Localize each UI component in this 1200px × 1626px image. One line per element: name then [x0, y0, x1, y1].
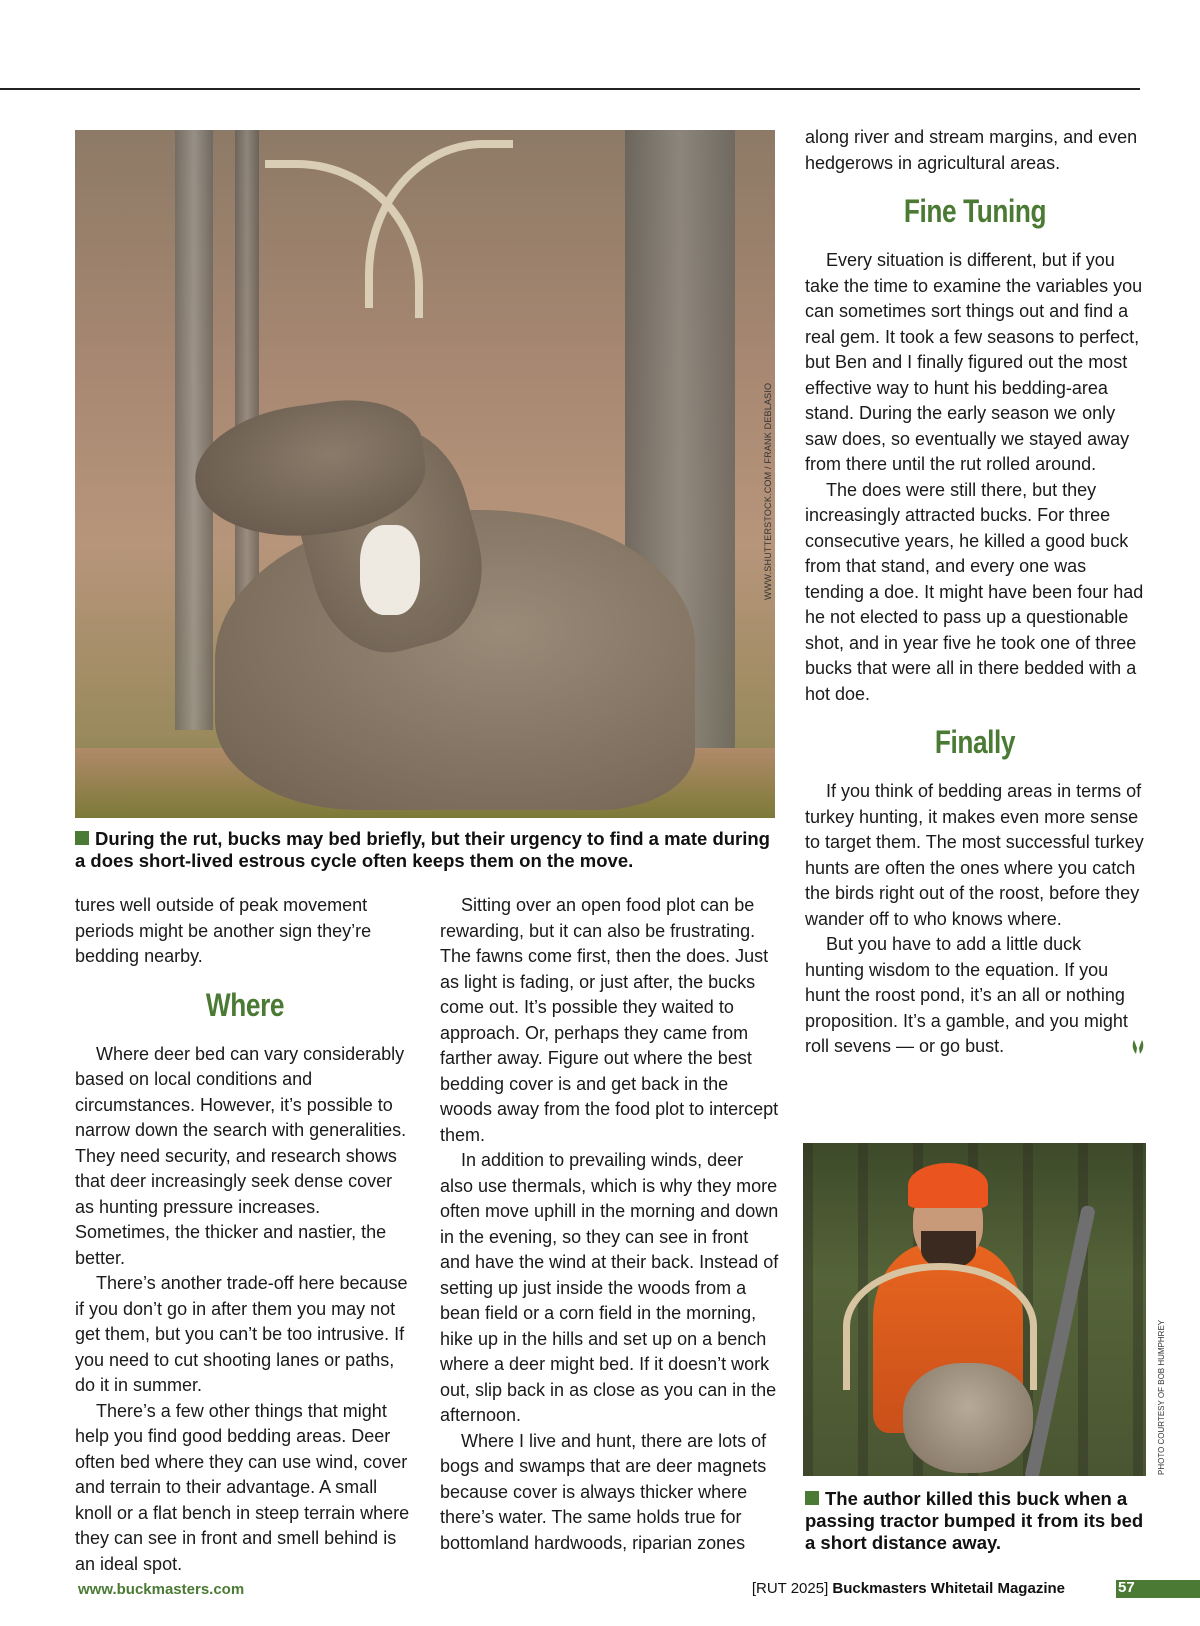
paragraph: In addition to prevailing winds, deer also use thermals, which is why they more often move uphill in the morning and down in the evening, so they can see in front and have the wind at their back. Instead of setting up just inside the woods from a bean field or a corn field in the morning, hike up in the hills and set up on a bench where a deer might bed. If it doesn’t work out, slip back in as close as you can in the afternoon.: [440, 1150, 779, 1425]
caption-square-icon: [805, 1491, 819, 1505]
deer-throat-patch: [360, 525, 420, 615]
magazine-title: Buckmasters Whitetail Magazine: [832, 1580, 1065, 1597]
photo2-caption: [805, 1488, 1150, 1554]
deer-head: [903, 1363, 1033, 1473]
paragraph: Every situation is different, but if you take the time to examine the variables you can sometimes sort things out and find a real gem. It took a few seasons to perfect, but Ben and I finally figured out the most effective way to hunt his bedding-area stand. During the early season we only saw does, so eventually we stayed away from there until the rut rolled around.: [805, 250, 1143, 474]
antler: [365, 140, 513, 308]
end-mark-track-icon: [1131, 1039, 1145, 1055]
paragraph: The does were still there, but they increasingly attracted bucks. For three consecutive years, he killed a good buck from that stand, and every one was tending a doe. It might have been four had he not elected to pass up a questionable shot, and in year five he took one of three bucks that were all in there bedded with a hot doe.: [805, 479, 1144, 704]
caption-square-icon: [75, 831, 89, 845]
caption-text: The author killed this buck when a passing tractor bumped it from its bed a short distance away.: [805, 1488, 1144, 1553]
author-with-buck-photo: [803, 1143, 1146, 1476]
paragraph: There’s a few other things that might help you find good bedding areas. Deer often bed where they can use wind, cover and terrain to their advantage. A small knoll or a flat bench in steep terrain where they can see in front and smell behind is an ideal spot.: [75, 1400, 410, 1574]
tree-trunk: [235, 130, 259, 650]
paragraph: If you think of bedding areas in terms of turkey hunting, it makes even more sense to target them. The most successful turkey hunts are often the ones where you catch the birds right out of the roost, before they wander off to who knows where.: [805, 781, 1144, 929]
caption-text: During the rut, bucks may bed briefly, but their urgency to find a mate during a does short-lived estrous cycle often keeps them on the move.: [75, 828, 770, 871]
paragraph: Sitting over an open food plot can be rewarding, but it can also be frustrating. The fawns come first, then the does. Just as light is fading, or just after, the bucks come out. It’s possible they waited to approach. Or, perhaps they came from farther away. Figure out where the best bedding cover is and get back in the woods away from the food plot to intercept them.: [440, 895, 779, 1145]
top-rule: [0, 88, 1140, 90]
photo-credit: PHOTO COURTESY OF BOB HUMPHREY: [1157, 1319, 1166, 1475]
page-number: 57: [1118, 1579, 1135, 1596]
main-photo-caption: [75, 828, 775, 872]
issue-label: [RUT 2025]: [751, 1580, 829, 1597]
paragraph-text: But you have to add a little duck hunting wisdom to the equation. If you hunt the roost pond, it’s an all or nothing proposition. It’s a gamble, and you might roll sevens — or go bust.: [805, 934, 1128, 1056]
section-heading-fine-tuning: Fine Tuning: [903, 193, 1047, 229]
paragraph: [805, 932, 1145, 1060]
column-2: [440, 893, 780, 1556]
photo-credit: WWW.SHUTTERSTOCK.COM / FRANK DEBLASIO: [763, 382, 773, 600]
main-photo-buck-bedded: [75, 130, 775, 818]
column-3: [805, 125, 1145, 1060]
section-heading-where: Where: [205, 986, 285, 1023]
footer-magazine-info: [752, 1580, 1065, 1597]
paragraph: Where deer bed can vary considerably based on local conditions and circumstances. However, it’s possible to narrow down the search with generalities. They need security, and research shows that deer increasingly seek dense cover as hunting pressure increases. Sometimes, the thicker and nastier, the better.: [75, 1043, 407, 1268]
section-heading-finally: Finally: [934, 724, 1016, 760]
orange-hat: [908, 1163, 988, 1208]
tree-trunk: [175, 130, 213, 730]
paragraph: There’s another trade-off here because if you don’t go in after them you may not get them, but you can’t be too intrusive. If you need to cut shooting lanes or paths, do it in summer.: [75, 1273, 408, 1395]
website-link[interactable]: www.buckmasters.com: [78, 1581, 245, 1598]
column-1: [75, 893, 415, 1577]
paragraph: along river and stream margins, and even hedgerows in agricultural areas.: [805, 127, 1138, 173]
paragraph: Where I live and hunt, there are lots of bogs and swamps that are deer magnets because cover is always thicker where there’s water. The same holds true for bottomland hardwoods, riparian zones: [440, 1430, 767, 1553]
paragraph: tures well outside of peak movement periods might be another sign they’re bedding nearby.: [75, 895, 372, 966]
